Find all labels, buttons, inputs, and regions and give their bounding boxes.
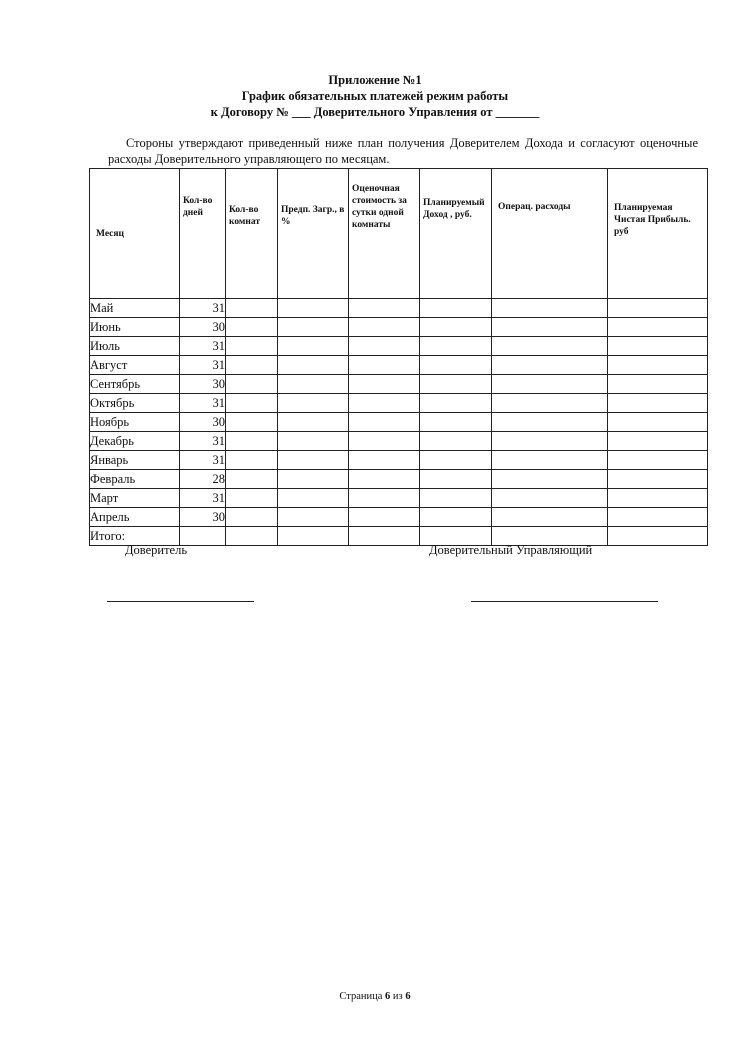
- header-days: Кол-во дней: [180, 169, 226, 299]
- rooms-cell: [226, 432, 278, 451]
- table-row: [90, 508, 708, 527]
- days-cell: 31: [180, 432, 226, 451]
- planned-income-cell: [420, 413, 492, 432]
- operating-costs-cell: [492, 432, 608, 451]
- days-cell: 28: [180, 470, 226, 489]
- net-profit-cell: [608, 318, 708, 337]
- net-profit-cell: [608, 299, 708, 318]
- planned-income-cell: [420, 489, 492, 508]
- occupancy-cell: [278, 394, 349, 413]
- operating-costs-cell: [492, 413, 608, 432]
- occupancy-cell: [278, 375, 349, 394]
- table-header-row: [90, 169, 708, 299]
- net-profit-cell: [608, 394, 708, 413]
- contract-reference: к Договору № ___ Доверительного Управления от _______: [210, 105, 540, 119]
- month-cell: Июль: [90, 337, 180, 356]
- net-profit-cell: [608, 489, 708, 508]
- table-row: [90, 451, 708, 470]
- room-price-cell: [349, 318, 420, 337]
- days-cell: 30: [180, 318, 226, 337]
- occupancy-cell: [278, 508, 349, 527]
- planned-income-cell: [420, 356, 492, 375]
- room-price-cell: [349, 527, 420, 546]
- payment-schedule-table: [89, 168, 708, 546]
- room-price-cell: [349, 432, 420, 451]
- operating-costs-cell: [492, 451, 608, 470]
- room-price-cell: [349, 356, 420, 375]
- intro-paragraph: [108, 135, 698, 167]
- table-row: [90, 375, 708, 394]
- occupancy-cell: [278, 356, 349, 375]
- operating-costs-cell: [492, 337, 608, 356]
- table-row: [90, 489, 708, 508]
- current-page: 6: [385, 991, 391, 1002]
- header-room-price: Оценочная стоимость за сутки одной комнаты: [349, 169, 420, 299]
- table-row: [90, 413, 708, 432]
- occupancy-cell: [278, 451, 349, 470]
- rooms-cell: [226, 508, 278, 527]
- table-row: [90, 356, 708, 375]
- appendix-title: Приложение №1: [328, 73, 422, 87]
- days-cell: 31: [180, 337, 226, 356]
- header-rooms: Кол-во комнат: [226, 169, 278, 299]
- rooms-cell: [226, 375, 278, 394]
- table-body: [90, 299, 708, 546]
- room-price-cell: [349, 375, 420, 394]
- trustor-label: Доверитель: [125, 543, 188, 557]
- planned-income-cell: [420, 337, 492, 356]
- month-cell: Итого:: [90, 527, 180, 546]
- rooms-cell: [226, 470, 278, 489]
- trustor-signature-line: [107, 601, 254, 602]
- table-row: [90, 337, 708, 356]
- net-profit-cell: [608, 508, 708, 527]
- occupancy-cell: [278, 299, 349, 318]
- intro-text: Стороны утверждают приведенный ниже план получения Доверителем Дохода и согласуют оценочные расходы Доверительного управляющего по месяцам.: [108, 136, 698, 166]
- header-occupancy: Предп. Загр., в %: [278, 169, 349, 299]
- planned-income-cell: [420, 432, 492, 451]
- operating-costs-cell: [492, 299, 608, 318]
- month-cell: Апрель: [90, 508, 180, 527]
- days-cell: 31: [180, 489, 226, 508]
- month-cell: Сентябрь: [90, 375, 180, 394]
- month-cell: Январь: [90, 451, 180, 470]
- rooms-cell: [226, 394, 278, 413]
- rooms-cell: [226, 489, 278, 508]
- page-prefix: Страница: [339, 991, 383, 1002]
- month-cell: Август: [90, 356, 180, 375]
- month-cell: Май: [90, 299, 180, 318]
- room-price-cell: [349, 489, 420, 508]
- header-planned-income: Планируемый Доход , руб.: [420, 169, 492, 299]
- operating-costs-cell: [492, 356, 608, 375]
- occupancy-cell: [278, 318, 349, 337]
- table-row: [90, 470, 708, 489]
- room-price-cell: [349, 299, 420, 318]
- trustee-signature-line: [471, 601, 658, 602]
- operating-costs-cell: [492, 375, 608, 394]
- occupancy-cell: [278, 337, 349, 356]
- schedule-title: График обязательных платежей режим работы: [241, 89, 509, 103]
- days-cell: 31: [180, 394, 226, 413]
- rooms-cell: [226, 318, 278, 337]
- days-cell: 30: [180, 413, 226, 432]
- rooms-cell: [226, 527, 278, 546]
- month-cell: Июнь: [90, 318, 180, 337]
- room-price-cell: [349, 337, 420, 356]
- header-operating-costs: Операц. расходы: [492, 169, 608, 299]
- month-cell: Март: [90, 489, 180, 508]
- days-cell: 31: [180, 451, 226, 470]
- rooms-cell: [226, 299, 278, 318]
- rooms-cell: [226, 451, 278, 470]
- occupancy-cell: [278, 470, 349, 489]
- operating-costs-cell: [492, 394, 608, 413]
- room-price-cell: [349, 451, 420, 470]
- month-cell: Ноябрь: [90, 413, 180, 432]
- days-cell: 30: [180, 508, 226, 527]
- planned-income-cell: [420, 318, 492, 337]
- room-price-cell: [349, 508, 420, 527]
- planned-income-cell: [420, 394, 492, 413]
- month-cell: Декабрь: [90, 432, 180, 451]
- days-cell: 31: [180, 356, 226, 375]
- net-profit-cell: [608, 375, 708, 394]
- month-cell: Февраль: [90, 470, 180, 489]
- days-cell: 31: [180, 299, 226, 318]
- header-month: Месяц: [90, 169, 180, 299]
- header-net-profit: Планируемая Чистая Прибыль. руб: [608, 169, 708, 299]
- rooms-cell: [226, 413, 278, 432]
- table-row: [90, 394, 708, 413]
- net-profit-cell: [608, 337, 708, 356]
- planned-income-cell: [420, 299, 492, 318]
- operating-costs-cell: [492, 470, 608, 489]
- net-profit-cell: [608, 432, 708, 451]
- table-row: [90, 318, 708, 337]
- net-profit-cell: [608, 356, 708, 375]
- rooms-cell: [226, 337, 278, 356]
- net-profit-cell: [608, 413, 708, 432]
- days-cell: 30: [180, 375, 226, 394]
- operating-costs-cell: [492, 318, 608, 337]
- total-pages: 6: [405, 991, 411, 1002]
- occupancy-cell: [278, 413, 349, 432]
- month-cell: Октябрь: [90, 394, 180, 413]
- planned-income-cell: [420, 451, 492, 470]
- rooms-cell: [226, 356, 278, 375]
- room-price-cell: [349, 413, 420, 432]
- table-row: [90, 299, 708, 318]
- occupancy-cell: [278, 489, 349, 508]
- occupancy-cell: [278, 432, 349, 451]
- trustee-label: Доверительный Управляющий: [429, 543, 593, 557]
- room-price-cell: [349, 470, 420, 489]
- table-row: [90, 432, 708, 451]
- planned-income-cell: [420, 508, 492, 527]
- operating-costs-cell: [492, 489, 608, 508]
- room-price-cell: [349, 394, 420, 413]
- planned-income-cell: [420, 470, 492, 489]
- operating-costs-cell: [492, 508, 608, 527]
- net-profit-cell: [608, 451, 708, 470]
- occupancy-cell: [278, 527, 349, 546]
- net-profit-cell: [608, 470, 708, 489]
- planned-income-cell: [420, 375, 492, 394]
- net-profit-cell: [608, 527, 708, 546]
- page-number: [0, 991, 750, 1002]
- page-of: из: [392, 991, 403, 1002]
